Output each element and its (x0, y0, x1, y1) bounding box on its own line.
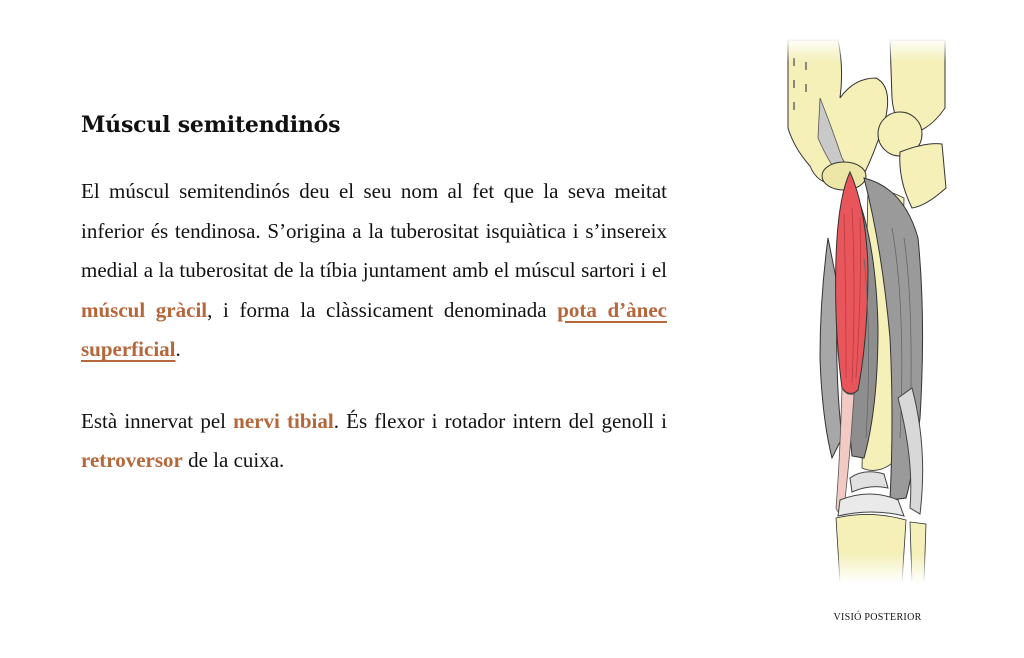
paragraph-text: . (175, 337, 181, 361)
page-title: Múscul semitendinós (81, 112, 341, 138)
article (81, 112, 667, 513)
paragraph-text: El múscul semitendinós deu el seu nom al fet que la seva meitat inferior és tendinosa. S’origina a la tuberositat isquiàtica i s’insereix medial a la tuberositat de la tíbia juntament amb el múscul sartori i el (81, 179, 667, 282)
paragraph-text: . És flexor i rotador intern del genoll i (333, 408, 667, 433)
function-paragraph (81, 402, 667, 481)
link-pota-danec[interactable]: pota d’ànec superficial (81, 297, 667, 361)
paragraph-text: Està innervat pel (81, 408, 234, 433)
link-nervi-tibial[interactable]: nervi tibial (233, 408, 334, 433)
link-retroversor[interactable]: retroversor (81, 448, 183, 472)
semitendinosus-muscle (836, 172, 868, 394)
link-muscul-gracil[interactable]: múscul gràcil (81, 297, 208, 322)
description-paragraph (81, 172, 667, 370)
paragraph-text: , i forma la clàssicament denominada (207, 297, 558, 322)
thigh-anatomy-illustration (780, 38, 950, 583)
figure-caption: VISIÓ POSTERIOR (833, 612, 922, 623)
paragraph-text: de la cuixa. (182, 448, 285, 472)
